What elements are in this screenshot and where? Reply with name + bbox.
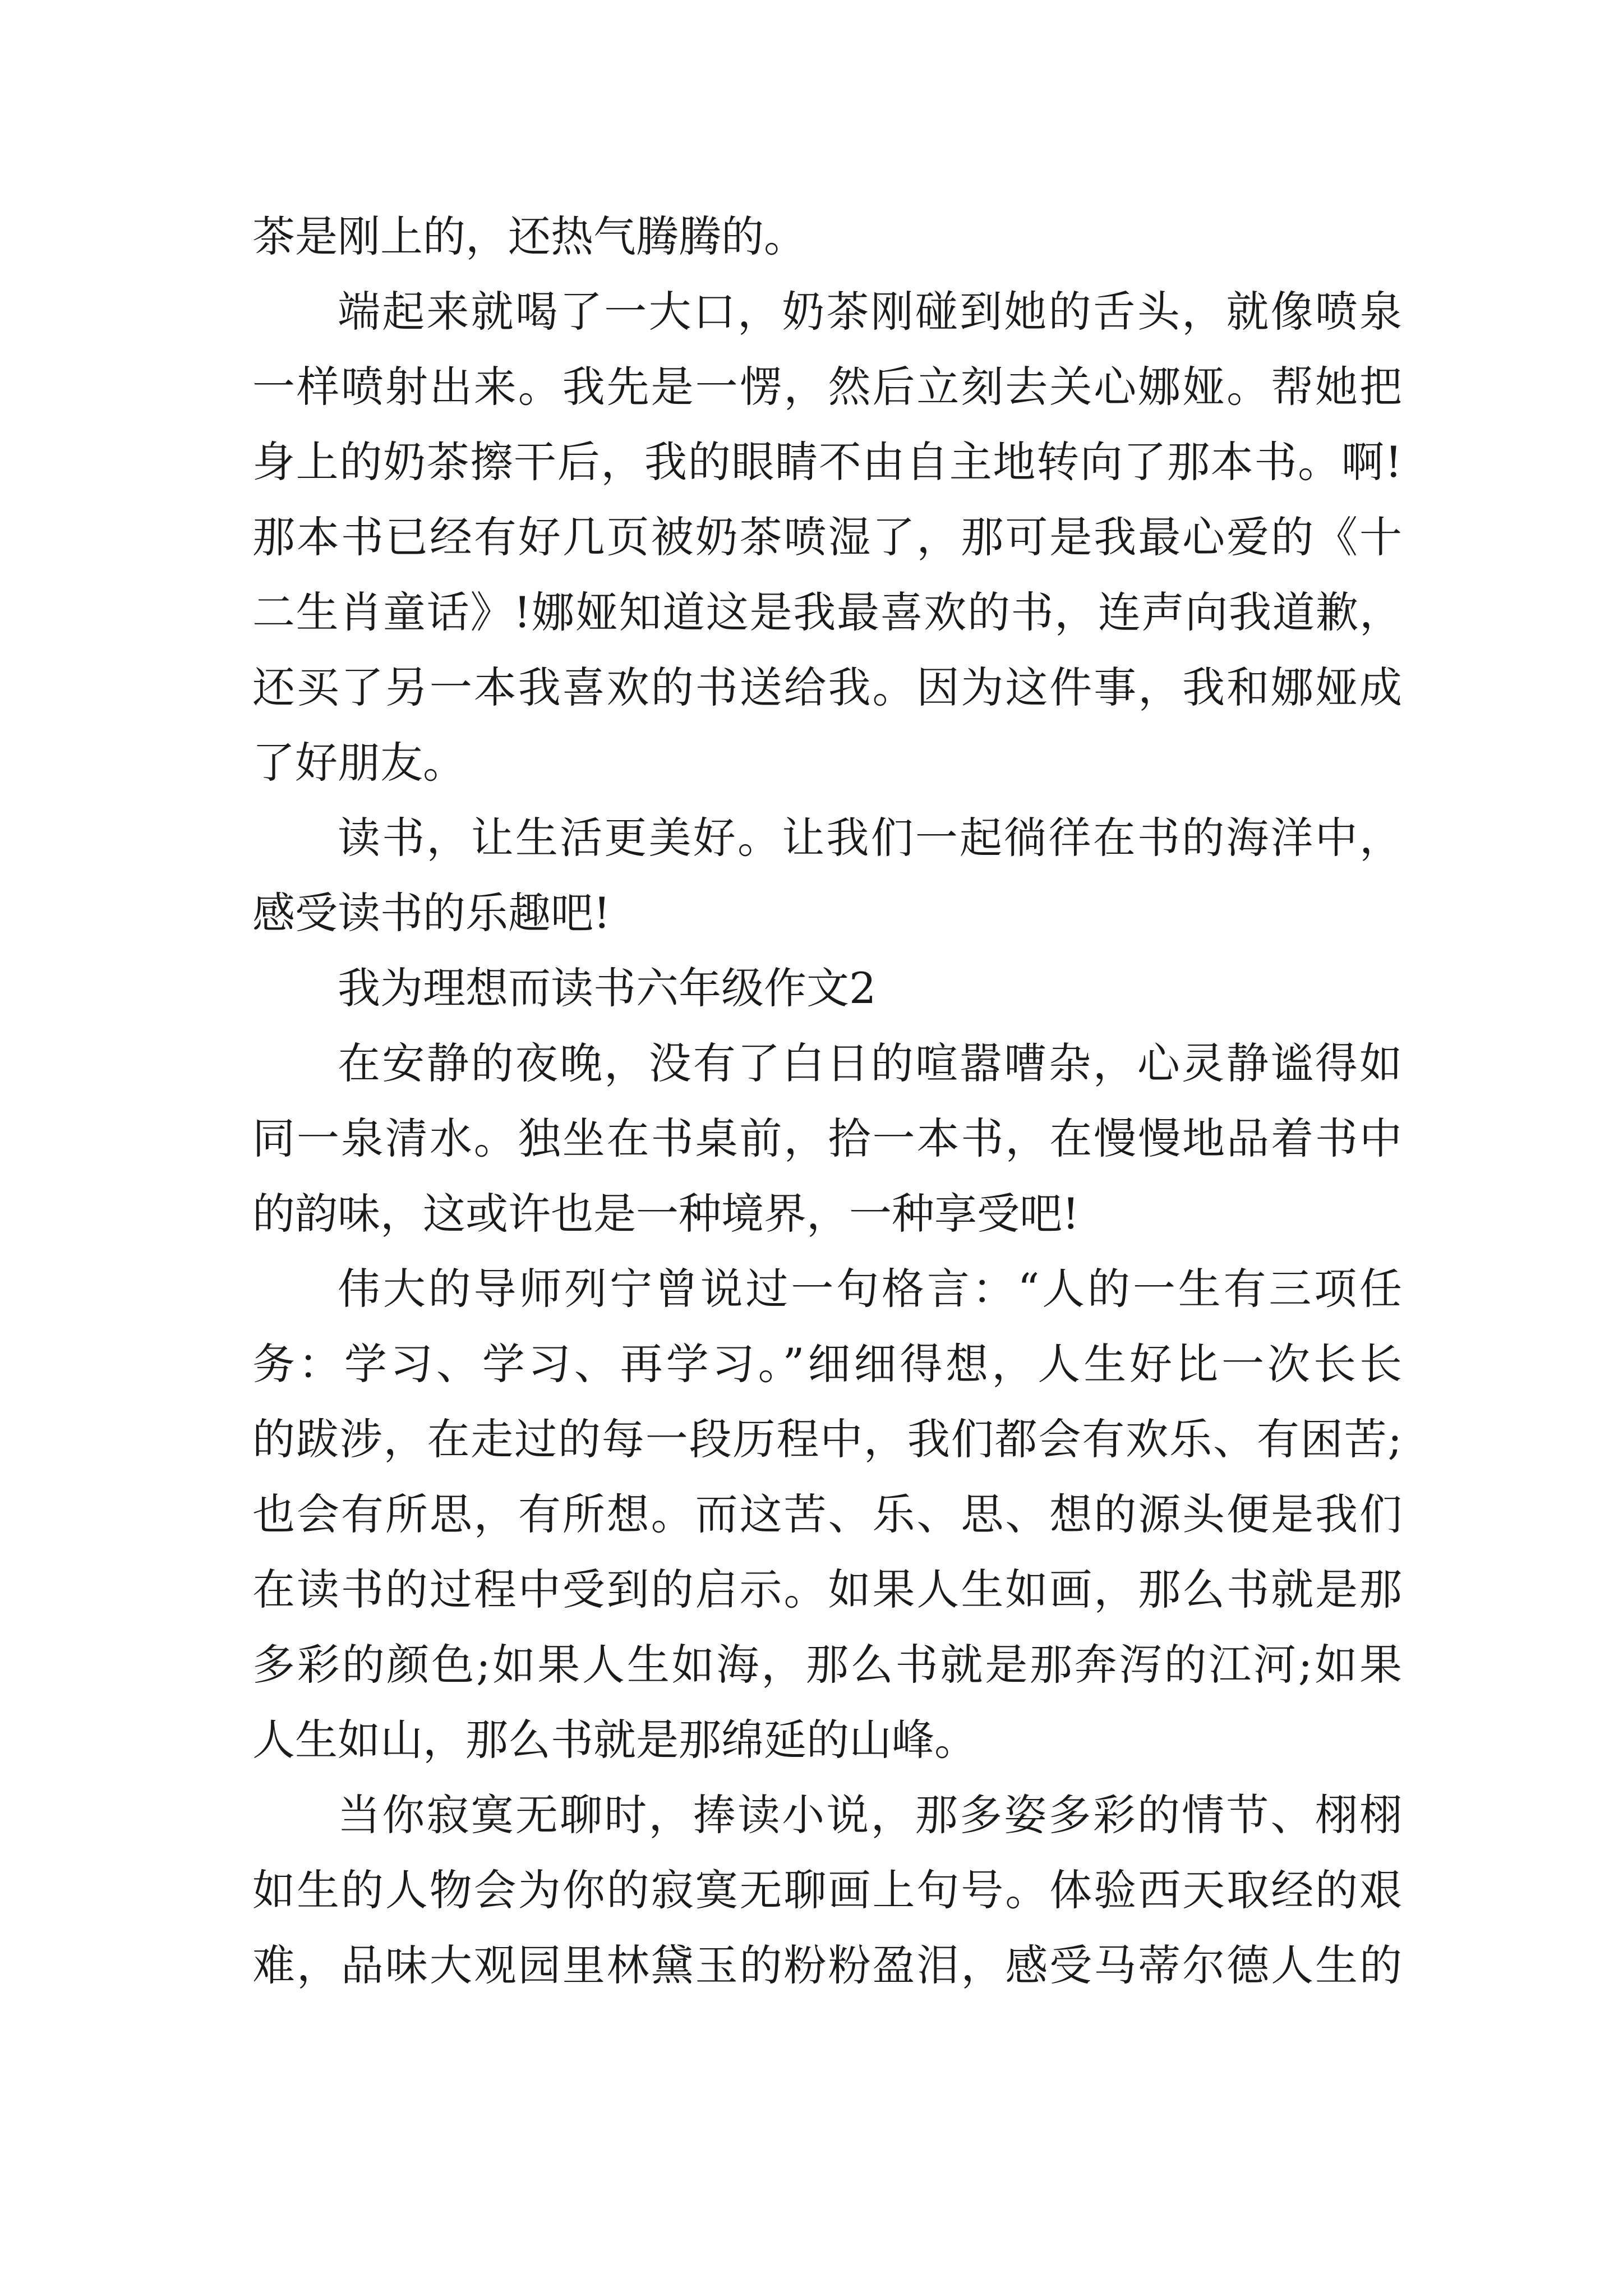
text-line: 端起来就喝了一大口，奶茶刚碰到她的舌头，就像喷泉 (338, 287, 1402, 337)
text-line: 务：学习、学习、再学习。”细细得想，人生好比一次长长 (252, 1339, 1402, 1389)
text-line: 当你寂寞无聊时，捧读小说，那多姿多彩的情节、栩栩 (338, 1790, 1402, 1840)
section-heading: 我为理想而读书六年级作文2 (338, 963, 877, 1013)
text-line: 在读书的过程中受到的启示。如果人生如画，那么书就是那 (252, 1565, 1402, 1614)
text-line: 人生如山，那么书就是那绵延的山峰。 (252, 1715, 977, 1765)
text-line: 感受读书的乐趣吧! (252, 888, 611, 938)
text-line: 读书，让生活更美好。让我们一起徜徉在书的海洋中， (338, 813, 1402, 863)
text-line: 如生的人物会为你的寂寞无聊画上句号。体验西天取经的艰 (252, 1865, 1402, 1915)
text-line: 难，品味大观园里林黛玉的粉粉盈泪，感受马蒂尔德人生的 (252, 1940, 1402, 1990)
text-line: 身上的奶茶擦干后，我的眼睛不由自主地转向了那本书。啊! (252, 437, 1402, 487)
text-line: 的韵味，这或许也是一种境界，一种享受吧! (252, 1189, 1080, 1239)
document-body (252, 199, 1402, 2003)
text-line: 了好朋友。 (252, 738, 465, 788)
text-line: 也会有所思，有所想。而这苦、乐、思、想的源头便是我们 (252, 1489, 1402, 1539)
text-line: 茶是刚上的，还热气腾腾的。 (252, 211, 806, 261)
text-line: 那本书已经有好几页被奶茶喷湿了，那可是我最心爱的《十 (252, 512, 1402, 562)
text-line: 二生肖童话》!娜娅知道这是我最喜欢的书，连声向我道歉， (252, 587, 1402, 637)
text-line: 一样喷射出来。我先是一愣，然后立刻去关心娜娅。帮她把 (252, 362, 1402, 412)
text-line: 在安静的夜晚，没有了白日的喧嚣嘈杂，心灵静谧得如 (338, 1038, 1402, 1088)
text-line: 多彩的颜色;如果人生如海，那么书就是那奔泻的江河;如果 (252, 1640, 1402, 1690)
text-line: 同一泉清水。独坐在书桌前，拾一本书，在慢慢地品着书中 (252, 1114, 1402, 1163)
text-line: 伟大的导师列宁曾说过一句格言：“人的一生有三项任 (338, 1264, 1402, 1314)
text-line: 还买了另一本我喜欢的书送给我。因为这件事，我和娜娅成 (252, 662, 1402, 712)
text-line: 的跋涉，在走过的每一段历程中，我们都会有欢乐、有困苦; (252, 1414, 1402, 1464)
